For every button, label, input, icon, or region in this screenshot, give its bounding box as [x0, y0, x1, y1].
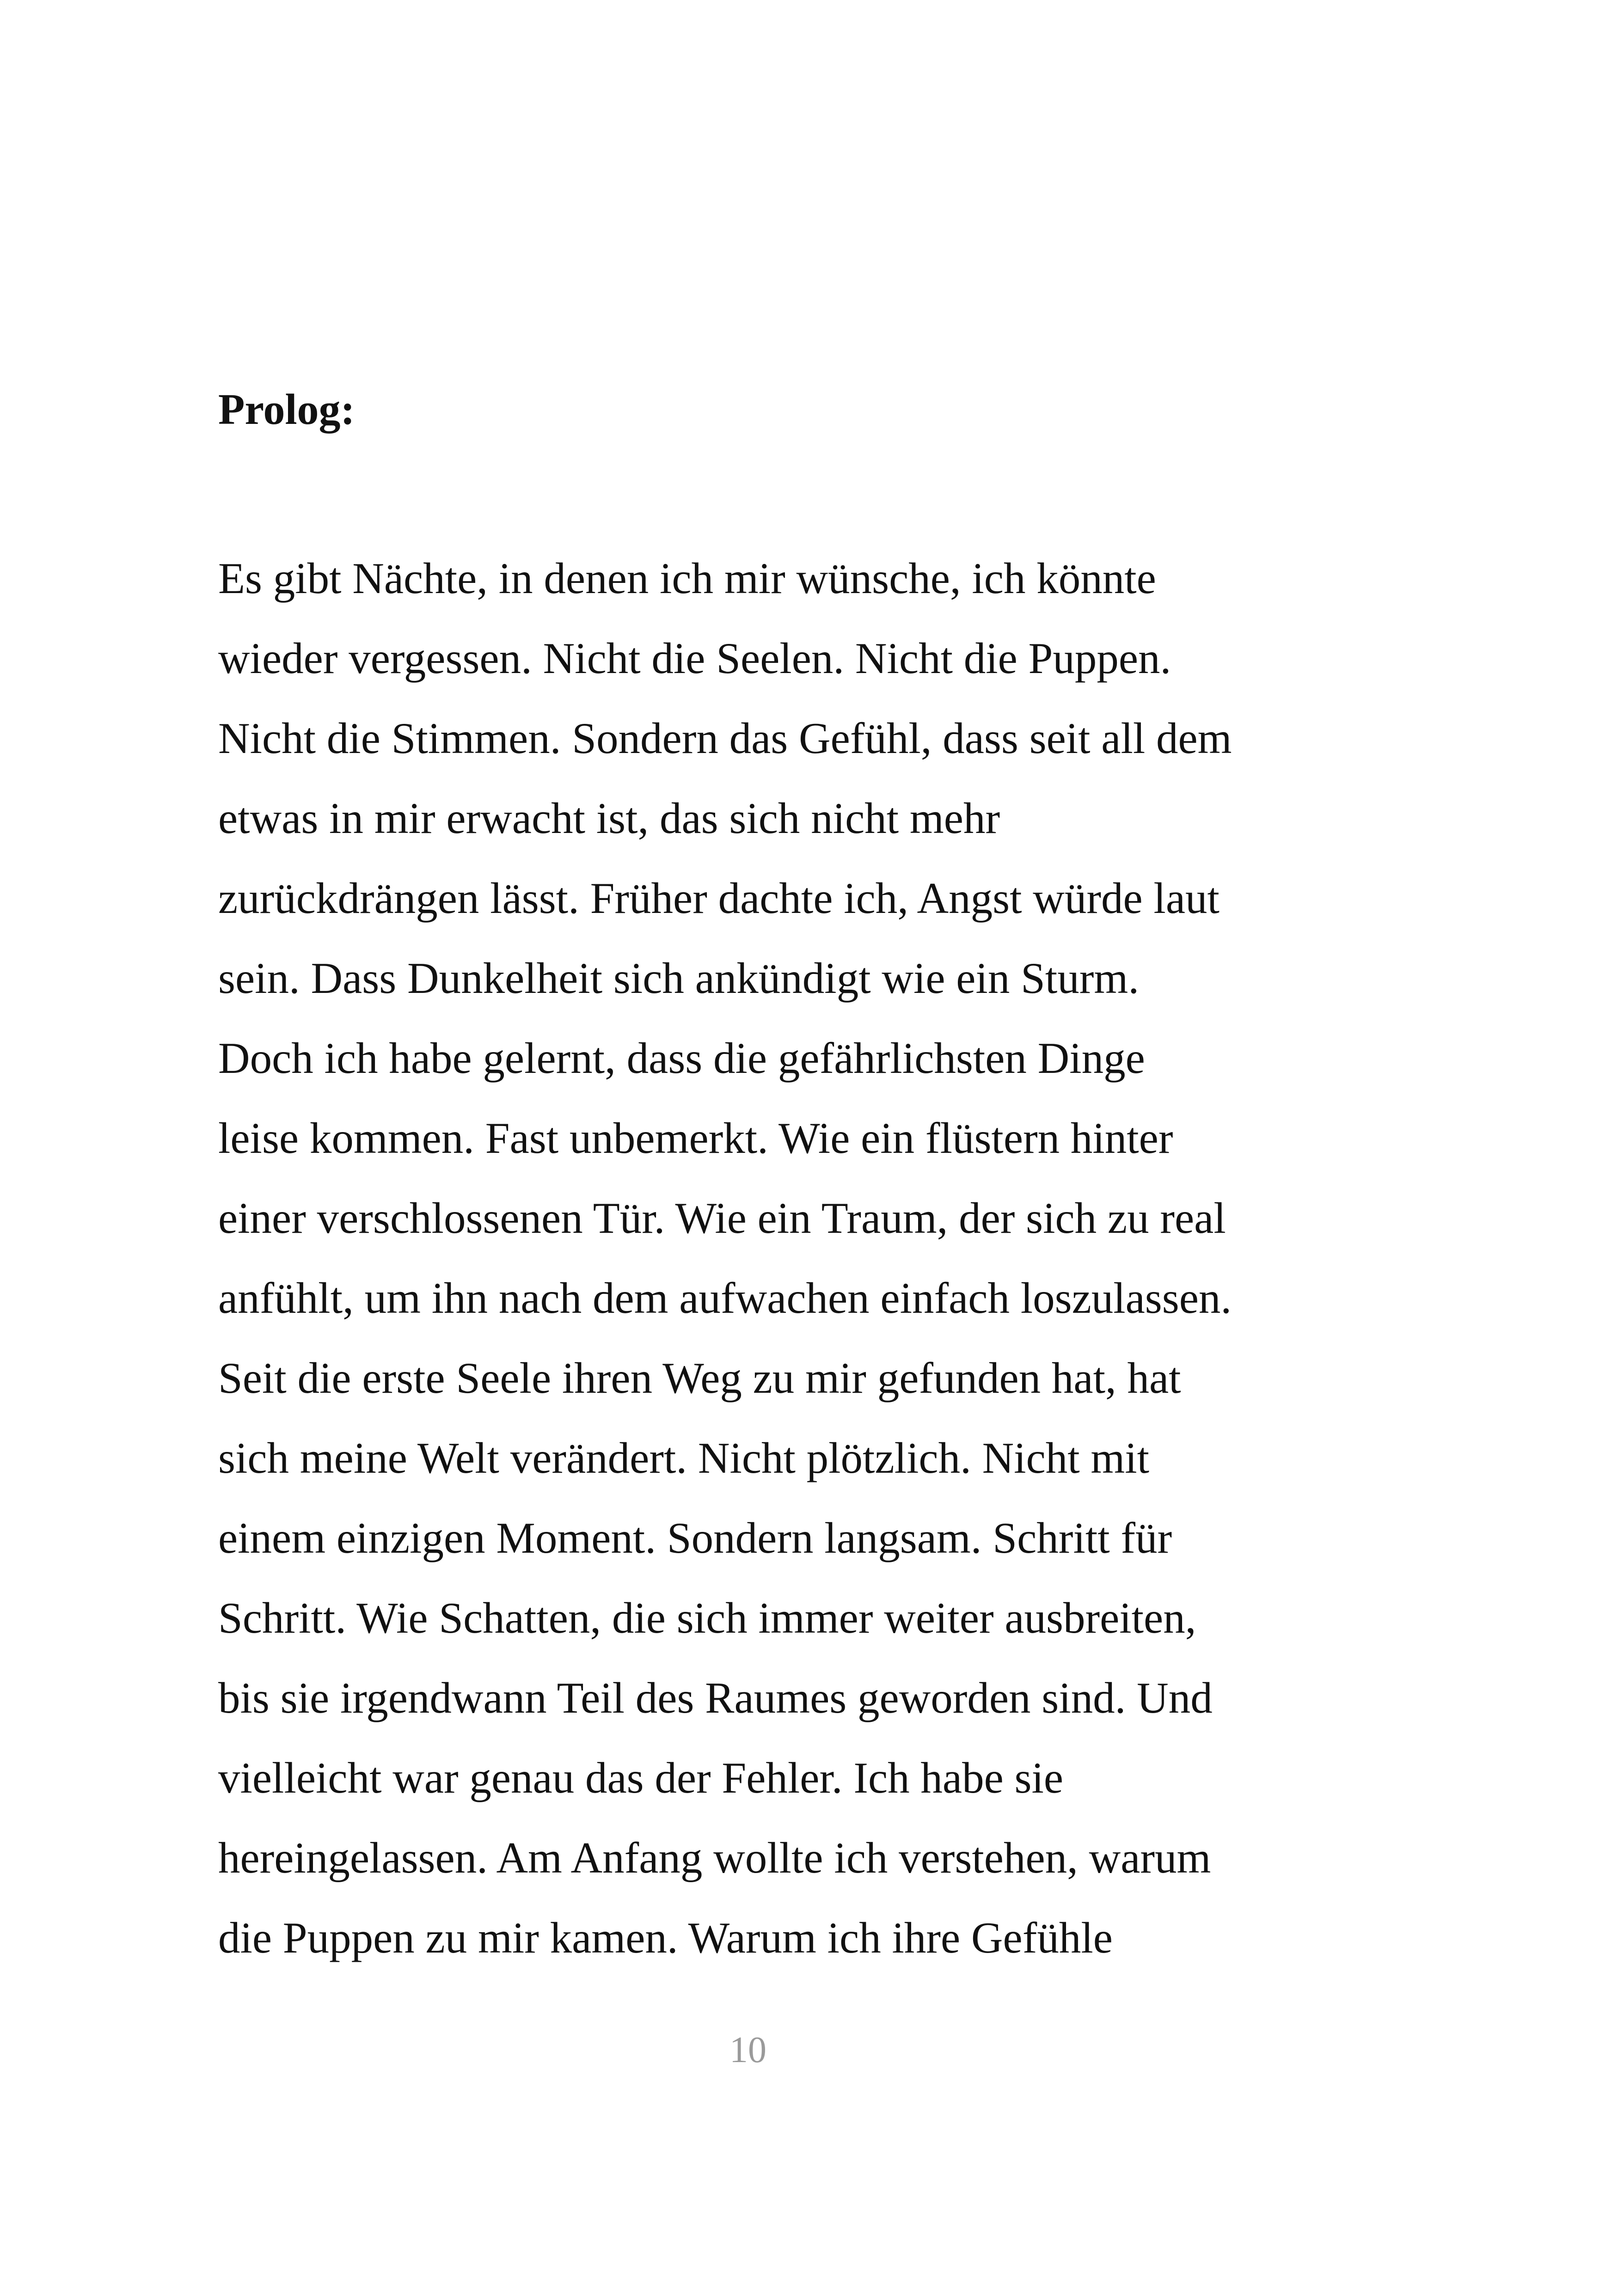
- text-line: Nicht die Stimmen. Sondern das Gefühl, dass seit all dem: [218, 714, 1232, 763]
- body-text: [218, 539, 1232, 1978]
- text-line: Es gibt Nächte, in denen ich mir wünsche, ich könnte: [218, 554, 1156, 603]
- text-line: zurückdrängen lässt. Früher dachte ich, Angst würde laut: [218, 874, 1220, 923]
- text-line: Schritt. Wie Schatten, die sich immer weiter ausbreiten,: [218, 1593, 1196, 1642]
- text-line: leise kommen. Fast unbemerkt. Wie ein flüstern hinter: [218, 1114, 1173, 1163]
- text-line: wieder vergessen. Nicht die Seelen. Nicht die Puppen.: [218, 634, 1171, 683]
- text-line: Seit die erste Seele ihren Weg zu mir gefunden hat, hat: [218, 1353, 1181, 1402]
- text-line: anfühlt, um ihn nach dem aufwachen einfach loszulassen.: [218, 1274, 1232, 1322]
- text-line: einem einzigen Moment. Sondern langsam. Schritt für: [218, 1513, 1172, 1562]
- page-number: 10: [729, 2030, 766, 2070]
- text-line: vielleicht war genau das der Fehler. Ich habe sie: [218, 1753, 1064, 1802]
- text-line: bis sie irgendwann Teil des Raumes geworden sind. Und: [218, 1673, 1213, 1722]
- text-line: sein. Dass Dunkelheit sich ankündigt wie ein Sturm.: [218, 954, 1140, 1003]
- chapter-heading: Prolog:: [218, 386, 355, 434]
- text-line: sich meine Welt verändert. Nicht plötzlich. Nicht mit: [218, 1433, 1150, 1482]
- text-line: hereingelassen. Am Anfang wollte ich verstehen, warum: [218, 1833, 1211, 1882]
- text-line: etwas in mir erwacht ist, das sich nicht mehr: [218, 794, 1000, 843]
- text-line: die Puppen zu mir kamen. Warum ich ihre Gefühle: [218, 1913, 1113, 1962]
- text-line: Doch ich habe gelernt, dass die gefährlichsten Dinge: [218, 1034, 1145, 1083]
- text-line: einer verschlossenen Tür. Wie ein Traum, der sich zu real: [218, 1194, 1226, 1243]
